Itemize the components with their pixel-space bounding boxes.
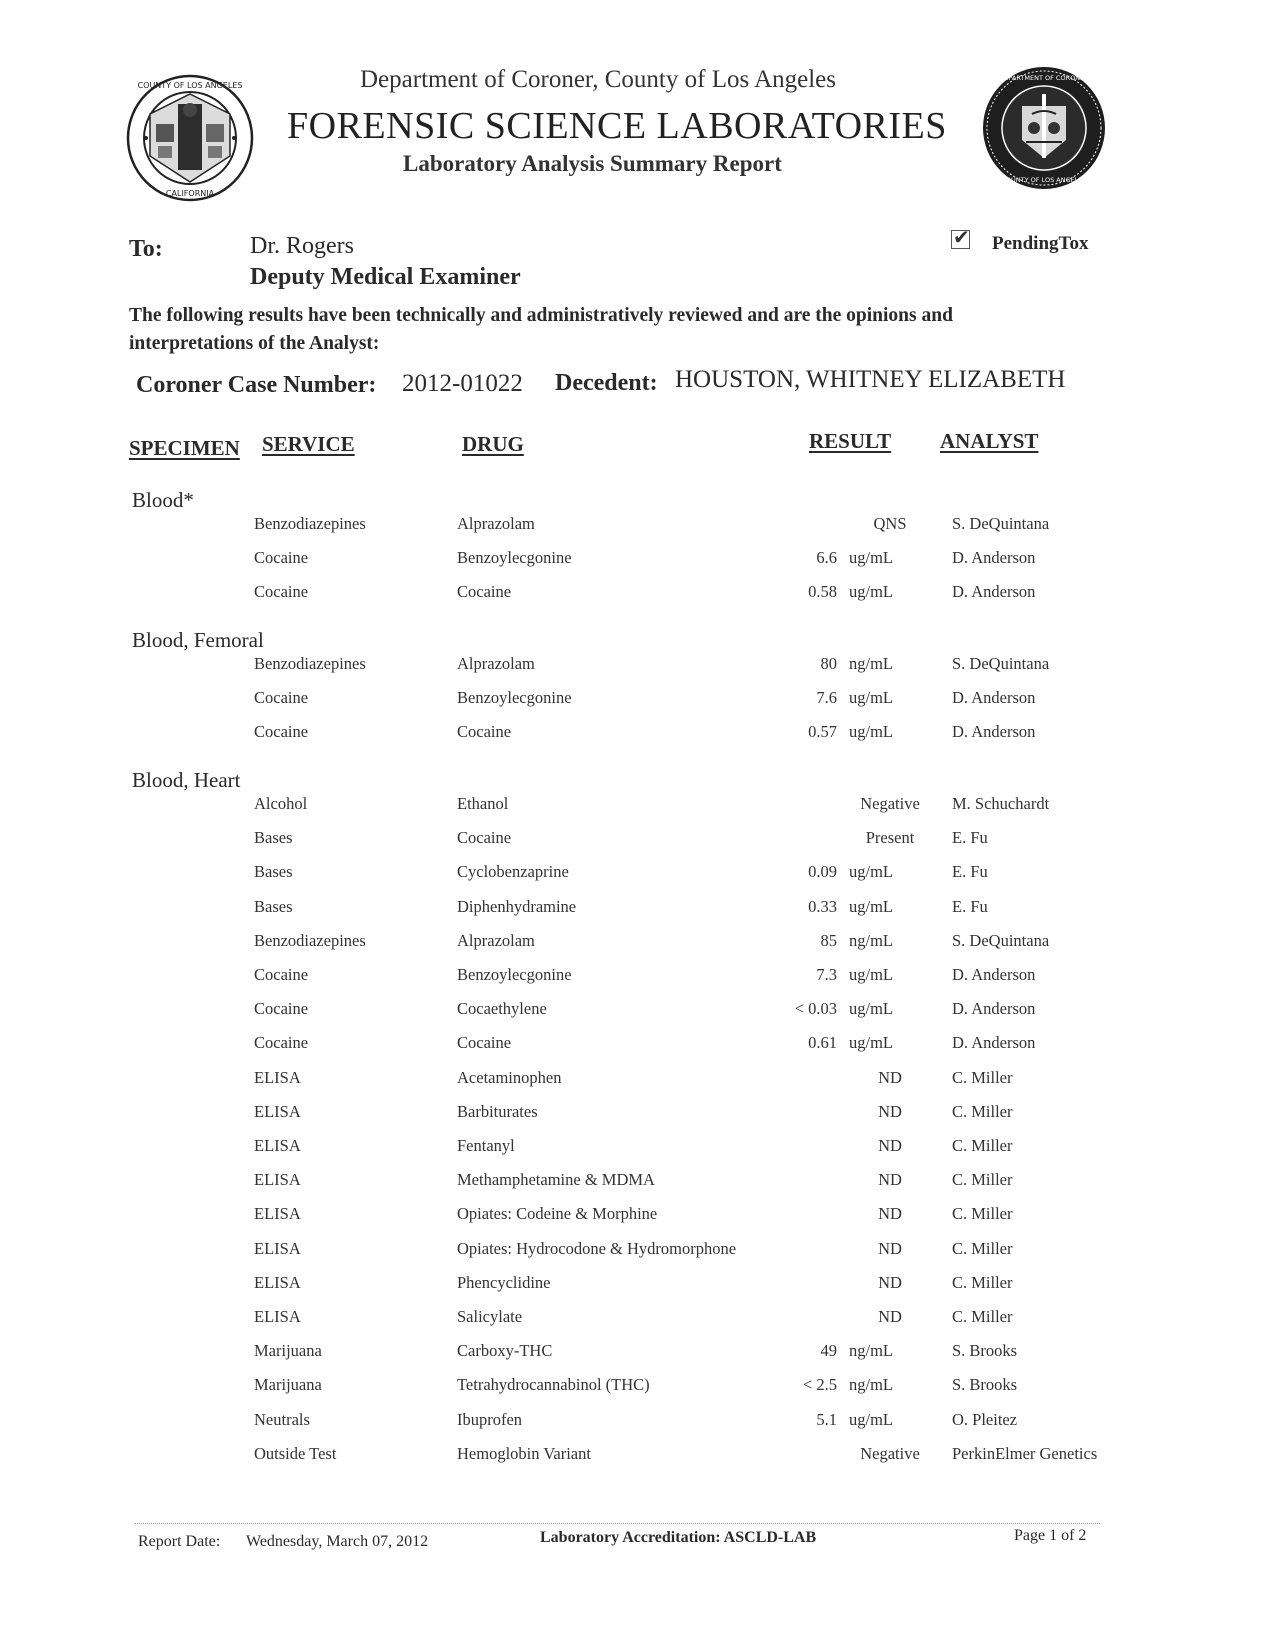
result-unit: ug/mL	[849, 965, 893, 984]
drug-cell: Cocaine	[457, 828, 512, 848]
decedent-label: Decedent:	[555, 370, 658, 396]
drug-cell: Alprazolam	[457, 654, 535, 673]
result-value: 85	[820, 930, 837, 950]
recipient-name: Dr. Rogers	[250, 233, 354, 259]
result-value: ND	[878, 1170, 902, 1190]
analyst-cell: S. DeQuintana	[952, 654, 1050, 673]
analyst-cell: C. Miller	[952, 1136, 1013, 1155]
page-number: Page 1 of 2	[1014, 1527, 1087, 1544]
result-row	[0, 548, 1280, 582]
analyst-cell: M. Schuchardt	[952, 794, 1050, 813]
service-cell: Cocaine	[254, 582, 309, 602]
result-row	[0, 828, 1280, 862]
service-cell: ELISA	[254, 1101, 301, 1121]
service-cell: Cocaine	[254, 999, 309, 1019]
result-value: 80	[820, 654, 837, 673]
result-unit: ug/mL	[849, 862, 893, 882]
drug-cell: Barbiturates	[457, 1101, 538, 1121]
svg-text:COUNTY OF LOS ANGELES: COUNTY OF LOS ANGELES	[137, 81, 243, 90]
review-statement: The following results have been technically and administratively reviewed and are the opinions and interpretations of the Analyst:	[129, 305, 953, 354]
result-value: ND	[878, 1238, 902, 1258]
drug-cell: Alprazolam	[457, 514, 535, 533]
drug-cell: Ethanol	[457, 794, 509, 813]
service-cell: Benzodiazepines	[254, 514, 366, 533]
analyst-cell: D. Anderson	[952, 999, 1036, 1019]
drug-cell: Benzoylecgonine	[457, 965, 572, 984]
department-name: Department of Coroner, County of Los Angeles	[360, 66, 836, 93]
result-row	[0, 931, 1280, 965]
result-value: ND	[878, 1101, 902, 1121]
analyst-cell: E. Fu	[952, 896, 988, 916]
case-number-label: Coroner Case Number:	[136, 372, 377, 398]
drug-cell: Fentanyl	[457, 1136, 515, 1155]
analyst-cell: C. Miller	[952, 1170, 1013, 1190]
analyst-cell: C. Miller	[952, 1067, 1013, 1087]
analyst-cell: D. Anderson	[952, 688, 1036, 708]
service-cell: Neutrals	[254, 1409, 310, 1429]
result-row	[0, 1341, 1280, 1375]
result-row	[0, 1170, 1280, 1204]
service-cell: Cocaine	[254, 722, 309, 742]
service-cell: ELISA	[254, 1307, 301, 1326]
analyst-cell: S. DeQuintana	[952, 514, 1050, 533]
drug-cell: Cocaine	[457, 582, 512, 602]
to-label: To:	[129, 236, 163, 262]
drug-cell: Cocaine	[457, 1033, 512, 1053]
analyst-cell: C. Miller	[952, 1307, 1013, 1326]
service-cell: Marijuana	[254, 1341, 322, 1361]
result-unit: ug/mL	[849, 688, 893, 708]
report-title: Laboratory Analysis Summary Report	[403, 151, 782, 176]
result-row	[0, 582, 1280, 616]
analyst-cell: D. Anderson	[952, 548, 1036, 568]
drug-cell: Tetrahydrocannabinol (THC)	[457, 1375, 650, 1395]
drug-cell: Ibuprofen	[457, 1409, 523, 1429]
result-value: QNS	[873, 514, 907, 533]
result-unit: ug/mL	[849, 999, 893, 1019]
result-value: 0.33	[808, 896, 837, 916]
result-value: 6.6	[816, 548, 837, 568]
result-value: ND	[878, 1136, 902, 1155]
service-cell: Bases	[254, 896, 293, 916]
result-value: ND	[878, 1204, 902, 1224]
drug-cell: Cocaethylene	[457, 999, 547, 1019]
svg-text:DEPARTMENT OF CORONER: DEPARTMENT OF CORONER	[999, 74, 1089, 82]
drug-cell: Alprazolam	[457, 930, 535, 950]
result-row	[0, 862, 1280, 896]
drug-cell: Carboxy-THC	[457, 1341, 553, 1361]
analyst-cell: D. Anderson	[952, 722, 1036, 742]
lab-name: FORENSIC SCIENCE LABORATORIES	[287, 105, 947, 147]
result-unit: ng/mL	[849, 930, 893, 950]
specimen-heading: Blood*	[132, 488, 194, 512]
service-cell: Outside Test	[254, 1443, 337, 1463]
result-value: Present	[865, 828, 915, 848]
service-cell: ELISA	[254, 1272, 301, 1292]
svg-text:COUNTY OF LOS ANGELES: COUNTY OF LOS ANGELES	[1001, 176, 1087, 184]
service-cell: ELISA	[254, 1136, 301, 1155]
svg-text:CALIFORNIA: CALIFORNIA	[165, 189, 215, 198]
analyst-cell: S. DeQuintana	[952, 930, 1050, 950]
drug-cell: Benzoylecgonine	[457, 548, 572, 568]
result-value: < 0.03	[794, 999, 837, 1019]
analyst-cell: S. Brooks	[952, 1341, 1018, 1361]
service-cell: Cocaine	[254, 688, 309, 708]
result-value: 7.3	[816, 965, 837, 984]
result-row	[0, 1273, 1280, 1307]
service-cell: Benzodiazepines	[254, 654, 366, 673]
service-cell: Cocaine	[254, 548, 309, 568]
county-seal-logo	[126, 74, 254, 202]
analyst-cell: E. Fu	[952, 828, 988, 848]
decedent-name: HOUSTON, WHITNEY ELIZABETH	[675, 366, 1066, 393]
drug-cell: Salicylate	[457, 1307, 523, 1326]
drug-cell: Methamphetamine & MDMA	[457, 1170, 655, 1190]
coroner-seal-logo	[982, 66, 1106, 190]
analyst-cell: D. Anderson	[952, 965, 1036, 984]
result-value: < 2.5	[802, 1375, 837, 1395]
result-value: 49	[820, 1341, 837, 1361]
analyst-cell: S. Brooks	[952, 1375, 1018, 1395]
result-unit: ug/mL	[849, 1409, 893, 1429]
checkmark-icon: ✔	[953, 225, 970, 249]
drug-cell: Opiates: Codeine & Morphine	[457, 1204, 658, 1224]
service-cell: Marijuana	[254, 1375, 322, 1395]
service-cell: Cocaine	[254, 965, 309, 984]
service-cell: Alcohol	[254, 794, 308, 813]
service-cell: Bases	[254, 828, 293, 848]
result-value: ND	[878, 1272, 902, 1292]
result-value: 0.09	[808, 862, 837, 882]
result-row	[0, 1375, 1280, 1409]
result-value: 5.1	[816, 1409, 837, 1429]
service-cell: ELISA	[254, 1170, 301, 1190]
report-date: Wednesday, March 07, 2012	[246, 1533, 429, 1550]
analyst-cell: D. Anderson	[952, 582, 1036, 602]
drug-cell: Cocaine	[457, 722, 512, 742]
recipient-title: Deputy Medical Examiner	[250, 264, 521, 290]
column-header-analyst: ANALYST	[940, 429, 1039, 453]
drug-cell: Opiates: Hydrocodone & Hydromorphone	[457, 1238, 737, 1258]
result-unit: ug/mL	[849, 1033, 893, 1053]
analyst-cell: C. Miller	[952, 1272, 1013, 1292]
result-value: 0.57	[808, 722, 837, 742]
result-value: Negative	[860, 1443, 920, 1463]
result-row	[0, 1239, 1280, 1273]
analyst-cell: C. Miller	[952, 1204, 1013, 1224]
result-unit: ug/mL	[849, 582, 893, 602]
result-row	[0, 514, 1280, 548]
analyst-cell: O. Pleitez	[952, 1409, 1018, 1429]
service-cell: Cocaine	[254, 1033, 309, 1053]
specimen-heading: Blood, Heart	[132, 768, 241, 792]
result-value: 7.6	[816, 688, 837, 708]
result-value: Negative	[860, 794, 920, 813]
result-row	[0, 1410, 1280, 1444]
analyst-cell: E. Fu	[952, 862, 988, 882]
drug-cell: Diphenhydramine	[457, 896, 577, 916]
result-row	[0, 722, 1280, 756]
result-row	[0, 999, 1280, 1033]
result-row	[0, 897, 1280, 931]
result-value: ND	[878, 1307, 902, 1326]
result-row	[0, 688, 1280, 722]
result-row	[0, 1444, 1280, 1478]
result-row	[0, 1068, 1280, 1102]
result-value: 0.61	[808, 1033, 837, 1053]
column-header-service: SERVICE	[262, 432, 355, 456]
result-row	[0, 1307, 1280, 1341]
pending-tox-label: PendingTox	[992, 233, 1089, 254]
footer-divider	[135, 1523, 1100, 1524]
drug-cell: Benzoylecgonine	[457, 688, 572, 708]
result-row	[0, 1204, 1280, 1238]
analyst-cell: C. Miller	[952, 1238, 1013, 1258]
result-unit: ug/mL	[849, 548, 893, 568]
result-row	[0, 1033, 1280, 1067]
report-date-label: Report Date:	[138, 1533, 221, 1550]
service-cell: Bases	[254, 862, 293, 882]
analyst-cell: PerkinElmer Genetics	[952, 1443, 1098, 1463]
result-value: 0.58	[808, 582, 837, 602]
column-header-drug: DRUG	[462, 432, 524, 456]
pending-tox-checkbox	[951, 225, 970, 249]
column-header-result: RESULT	[809, 429, 892, 453]
result-row	[0, 654, 1280, 688]
service-cell: ELISA	[254, 1067, 301, 1087]
drug-cell: Hemoglobin Variant	[457, 1443, 591, 1463]
column-header-specimen: SPECIMEN	[129, 436, 240, 460]
result-unit: ng/mL	[849, 1341, 893, 1361]
drug-cell: Acetaminophen	[457, 1067, 562, 1087]
service-cell: ELISA	[254, 1238, 301, 1258]
result-unit: ng/mL	[849, 654, 893, 673]
result-row	[0, 794, 1280, 828]
lab-accreditation: Laboratory Accreditation: ASCLD-LAB	[540, 1529, 817, 1546]
drug-cell: Cyclobenzaprine	[457, 862, 569, 882]
service-cell: ELISA	[254, 1204, 301, 1224]
case-number: 2012-01022	[402, 370, 523, 397]
result-unit: ug/mL	[849, 722, 893, 742]
specimen-heading: Blood, Femoral	[132, 628, 264, 652]
result-unit: ng/mL	[849, 1375, 893, 1395]
result-row	[0, 1136, 1280, 1170]
result-row	[0, 965, 1280, 999]
analyst-cell: D. Anderson	[952, 1033, 1036, 1053]
drug-cell: Phencyclidine	[457, 1272, 551, 1292]
service-cell: Benzodiazepines	[254, 930, 366, 950]
result-unit: ug/mL	[849, 896, 893, 916]
result-value: ND	[878, 1067, 902, 1087]
analyst-cell: C. Miller	[952, 1101, 1013, 1121]
result-row	[0, 1102, 1280, 1136]
